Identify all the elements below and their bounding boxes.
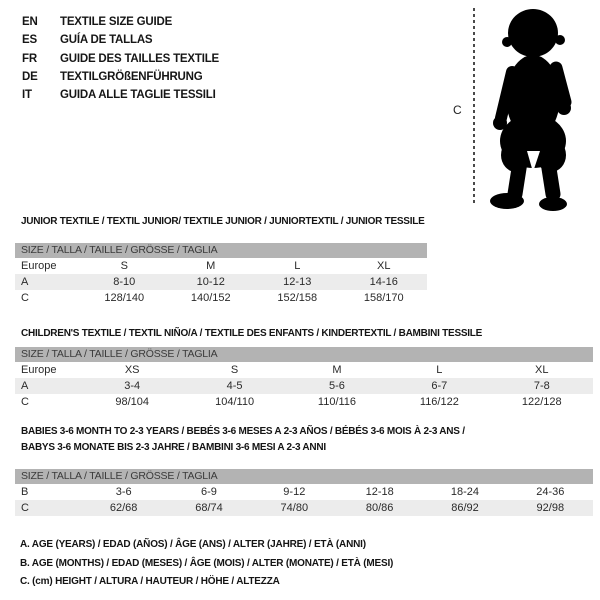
size-cell: L	[436, 364, 443, 376]
toddler-silhouette-image	[480, 4, 595, 212]
babies-size-table	[15, 469, 593, 516]
size-cell: M	[206, 260, 216, 272]
title-row-fr	[22, 50, 219, 68]
table-row-europe	[15, 258, 427, 274]
size-cell: 8-10	[113, 276, 136, 288]
row-label: A	[21, 380, 29, 392]
size-cell: 110/116	[317, 396, 357, 408]
size-cell: 158/170	[363, 292, 404, 304]
size-cell: 7-8	[533, 380, 550, 392]
size-cell: 10-12	[196, 276, 225, 288]
size-cell: S	[230, 364, 239, 376]
legend-line-height: C. (cm) HEIGHT / ALTURA / HAUTEUR / HÖHE / ALTEZZA	[20, 576, 280, 588]
lang-code: FR	[22, 52, 37, 65]
title-row-en	[22, 13, 219, 31]
title-text: TEXTILGRÖßENFÜHRUNG	[60, 70, 203, 83]
table-row-age	[15, 274, 427, 290]
legend	[20, 536, 393, 592]
junior-size-table	[15, 243, 427, 306]
row-label: B	[21, 486, 29, 498]
title-text: GUIDE DES TAILLES TEXTILE	[60, 52, 219, 65]
title-text: GUÍA DE TALLAS	[60, 34, 153, 47]
size-cell: L	[294, 260, 301, 272]
size-cell: 3-4	[124, 380, 141, 392]
lang-code: IT	[22, 89, 32, 102]
size-cell: 98/104	[115, 396, 150, 408]
size-cell: 5-6	[329, 380, 345, 392]
lang-code: EN	[22, 16, 38, 28]
size-cell: 12-18	[365, 486, 394, 498]
row-label: A	[21, 276, 29, 288]
size-cell: 14-16	[369, 276, 398, 288]
babies-section-title	[21, 424, 586, 456]
row-label: Europe	[21, 260, 57, 272]
height-measure-label: C	[453, 103, 462, 117]
title-row-es	[22, 31, 219, 49]
babies-title-line-2: BABYS 3-6 MONATE BIS 2-3 JAHRE / BAMBINI 3-6 MESI A 2-3 ANNI	[21, 442, 326, 453]
size-cell: 12-13	[283, 276, 312, 288]
size-cell: XS	[124, 364, 140, 376]
size-cell: 3-6	[115, 486, 132, 498]
lang-code: DE	[22, 70, 38, 83]
row-label: C	[21, 396, 29, 408]
size-cell: XL	[535, 364, 549, 376]
size-cell: 140/152	[190, 292, 231, 304]
size-cell: 104/110	[215, 396, 255, 408]
row-label: Europe	[21, 364, 57, 376]
size-cell: 6-7	[431, 380, 448, 392]
table-row-height	[15, 500, 593, 516]
size-cell: 68/74	[195, 502, 223, 514]
size-cell: 6-9	[201, 486, 217, 498]
children-section-title: CHILDREN'S TEXTILE / TEXTIL NIÑO/A / TEXTILE DES ENFANTS / KINDERTEXTIL / BAMBINI TESSILE	[21, 328, 483, 339]
table-row-height	[15, 394, 593, 410]
row-label: C	[21, 292, 29, 304]
size-cell: 74/80	[280, 502, 309, 514]
row-label: C	[21, 502, 29, 514]
table-row-age	[15, 378, 593, 394]
legend-line-age-years: A. AGE (YEARS) / EDAD (AÑOS) / ÂGE (ANS) / ALTER (JAHRE) / ETÀ (ANNI)	[20, 539, 366, 550]
size-cell: 116/122	[419, 396, 459, 408]
size-cell: XL	[377, 260, 391, 272]
legend-line-age-months: B. AGE (MONTHS) / EDAD (MESES) / ÂGE (MOIS) / ALTER (MONATE) / ETÀ (MESI)	[20, 557, 394, 569]
lang-code: ES	[22, 34, 37, 47]
junior-section-title: JUNIOR TEXTILE / TEXTIL JUNIOR/ TEXTILE JUNIOR / JUNIORTEXTIL / JUNIOR TESSILE	[21, 216, 425, 227]
size-cell: 9-12	[283, 486, 306, 498]
babies-title-line-1: BABIES 3-6 MONTH TO 2-3 YEARS / BEBÉS 3-6 MESES A 2-3 AÑOS / BÉBÉS 3-6 MOIS À 2-3 ANS /	[21, 426, 465, 437]
size-cell: 4-5	[226, 380, 243, 392]
size-cell: 24-36	[536, 486, 565, 498]
size-cell: 18-24	[450, 486, 480, 498]
size-cell: 152/158	[277, 292, 318, 304]
size-header-bar: SIZE / TALLA / TAILLE / GRÖSSE / TAGLIA	[15, 469, 593, 484]
size-cell: S	[120, 260, 128, 272]
size-header-bar: SIZE / TALLA / TAILLE / GRÖSSE / TAGLIA	[15, 243, 427, 258]
size-cell: 62/68	[109, 502, 138, 514]
children-size-table	[15, 347, 593, 410]
size-cell: M	[332, 364, 342, 376]
size-cell: 122/128	[521, 396, 562, 408]
size-header-bar: SIZE / TALLA / TAILLE / GRÖSSE / TAGLIA	[15, 347, 593, 362]
size-cell: 128/140	[104, 292, 145, 304]
title-text: TEXTILE SIZE GUIDE	[60, 16, 173, 28]
title-row-de	[22, 68, 219, 86]
title-text: GUIDA ALLE TAGLIE TESSILI	[60, 89, 216, 102]
size-cell: 86/92	[451, 502, 479, 514]
table-row-europe	[15, 362, 593, 378]
size-cell: 80/86	[365, 502, 394, 514]
height-measure-dashed-line	[473, 8, 475, 206]
table-row-age-months	[15, 484, 593, 500]
language-title-list	[22, 13, 219, 104]
table-row-height	[15, 290, 427, 306]
title-row-it	[22, 86, 219, 104]
size-cell: 92/98	[536, 502, 565, 514]
